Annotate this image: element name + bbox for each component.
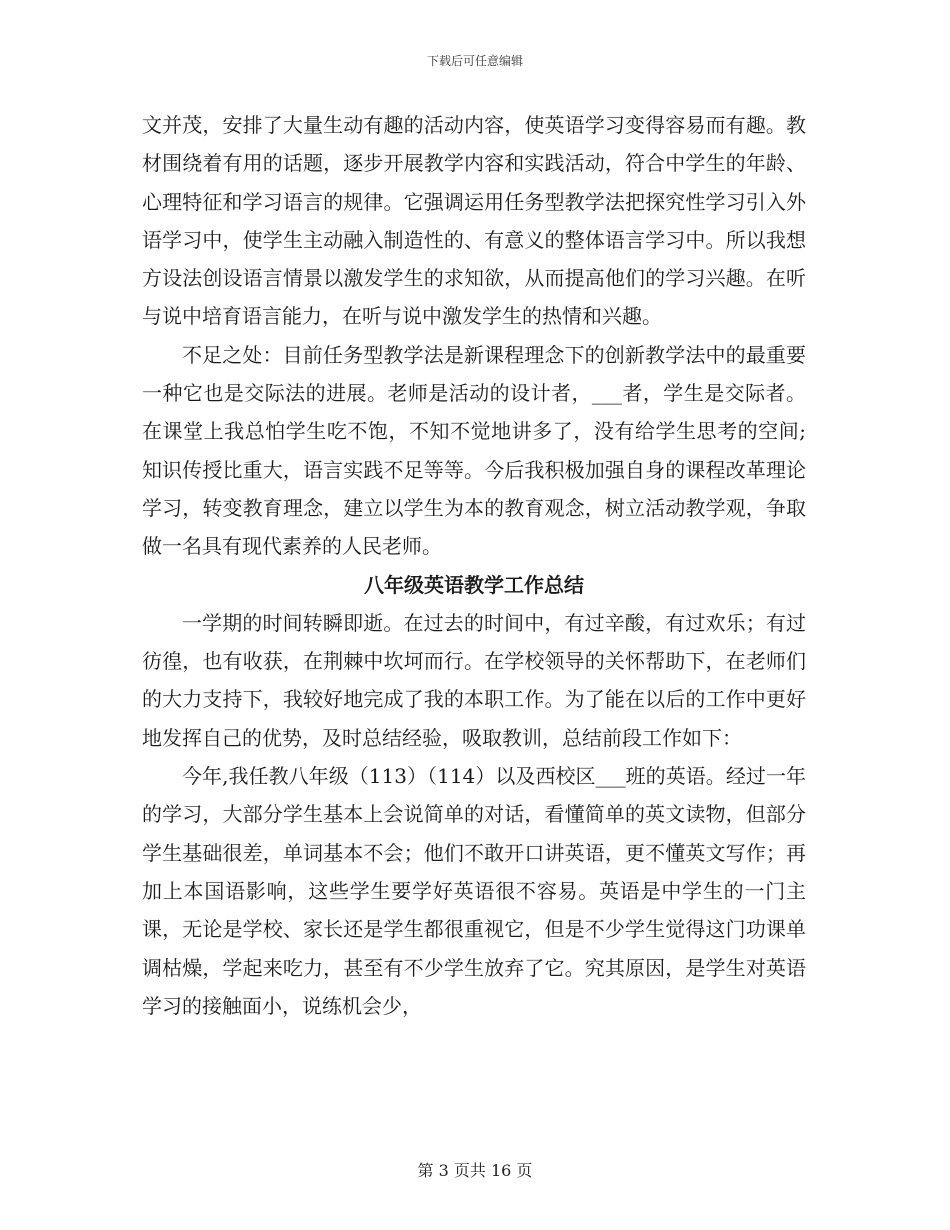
paragraph-intro: 一学期的时间转瞬即逝。在过去的时间中，有过辛酸，有过欢乐；有过彷徨，也有收获，在荆棘中坎坷而行。在学校领导的关怀帮助下，在老师们的大力支持下，我较好地完成了我的本职工作。为了能在以后的工作中更好地发挥自己的优势，及时总结经验，吸取教训，总结前段工作如下： [142, 610, 806, 750]
document-body [142, 106, 806, 1025]
page-header: 下载后可任意编辑 [426, 54, 523, 68]
page-footer: 第 3 页共 16 页 [417, 1161, 533, 1180]
paragraph-shortcomings: 不足之处：目前任务型教学法是新课程理念下的创新教学法中的最重要一种它也是交际法的进展。老师是活动的设计者，___者，学生是交际者。在课堂上我总怕学生吃不饱，不知不觉地讲多了，没有给学生思考的空间;知识传授比重大，语言实践不足等等。今后我积极加强自身的课程改革理论学习，转变教育理念，建立以学生为本的教育观念，树立活动教学观，争取做一名具有现代素养的人民老师。 [142, 342, 806, 559]
paragraph-continued: 文并茂，安排了大量生动有趣的活动内容，使英语学习变得容易而有趣。教材围绕着有用的话题，逐步开展教学内容和实践活动，符合中学生的年龄、心理特征和学习语言的规律。它强调运用任务型教学法把探究性学习引入外语学习中，使学生主动融入制造性的、有意义的整体语言学习中。所以我想方设法创设语言情景以激发学生的求知欲，从而提高他们的学习兴趣。在听与说中培育语言能力，在听与说中激发学生的热情和兴趣。 [142, 113, 806, 329]
paragraph-teaching-situation: 今年,我任教八年级（113）（114）以及西校区___班的英语。经过一年的学习，大部分学生基本上会说简单的对话，看懂简单的英文读物，但部分学生基础很差，单词基本不会；他们不敢开口讲英语，更不懂英文写作；再加上本国语影响，这些学生要学好英语很不容易。英语是中学生的一门主课，无论是学校、家长还是学生都很重视它，但是不少学生觉得这门功课单调枯燥，学起来吃力，甚至有不少学生放弃了它。究其原因，是学生对英语学习的接触面小，说练机会少， [142, 764, 806, 1018]
section-title: 八年级英语教学工作总结 [364, 572, 584, 597]
